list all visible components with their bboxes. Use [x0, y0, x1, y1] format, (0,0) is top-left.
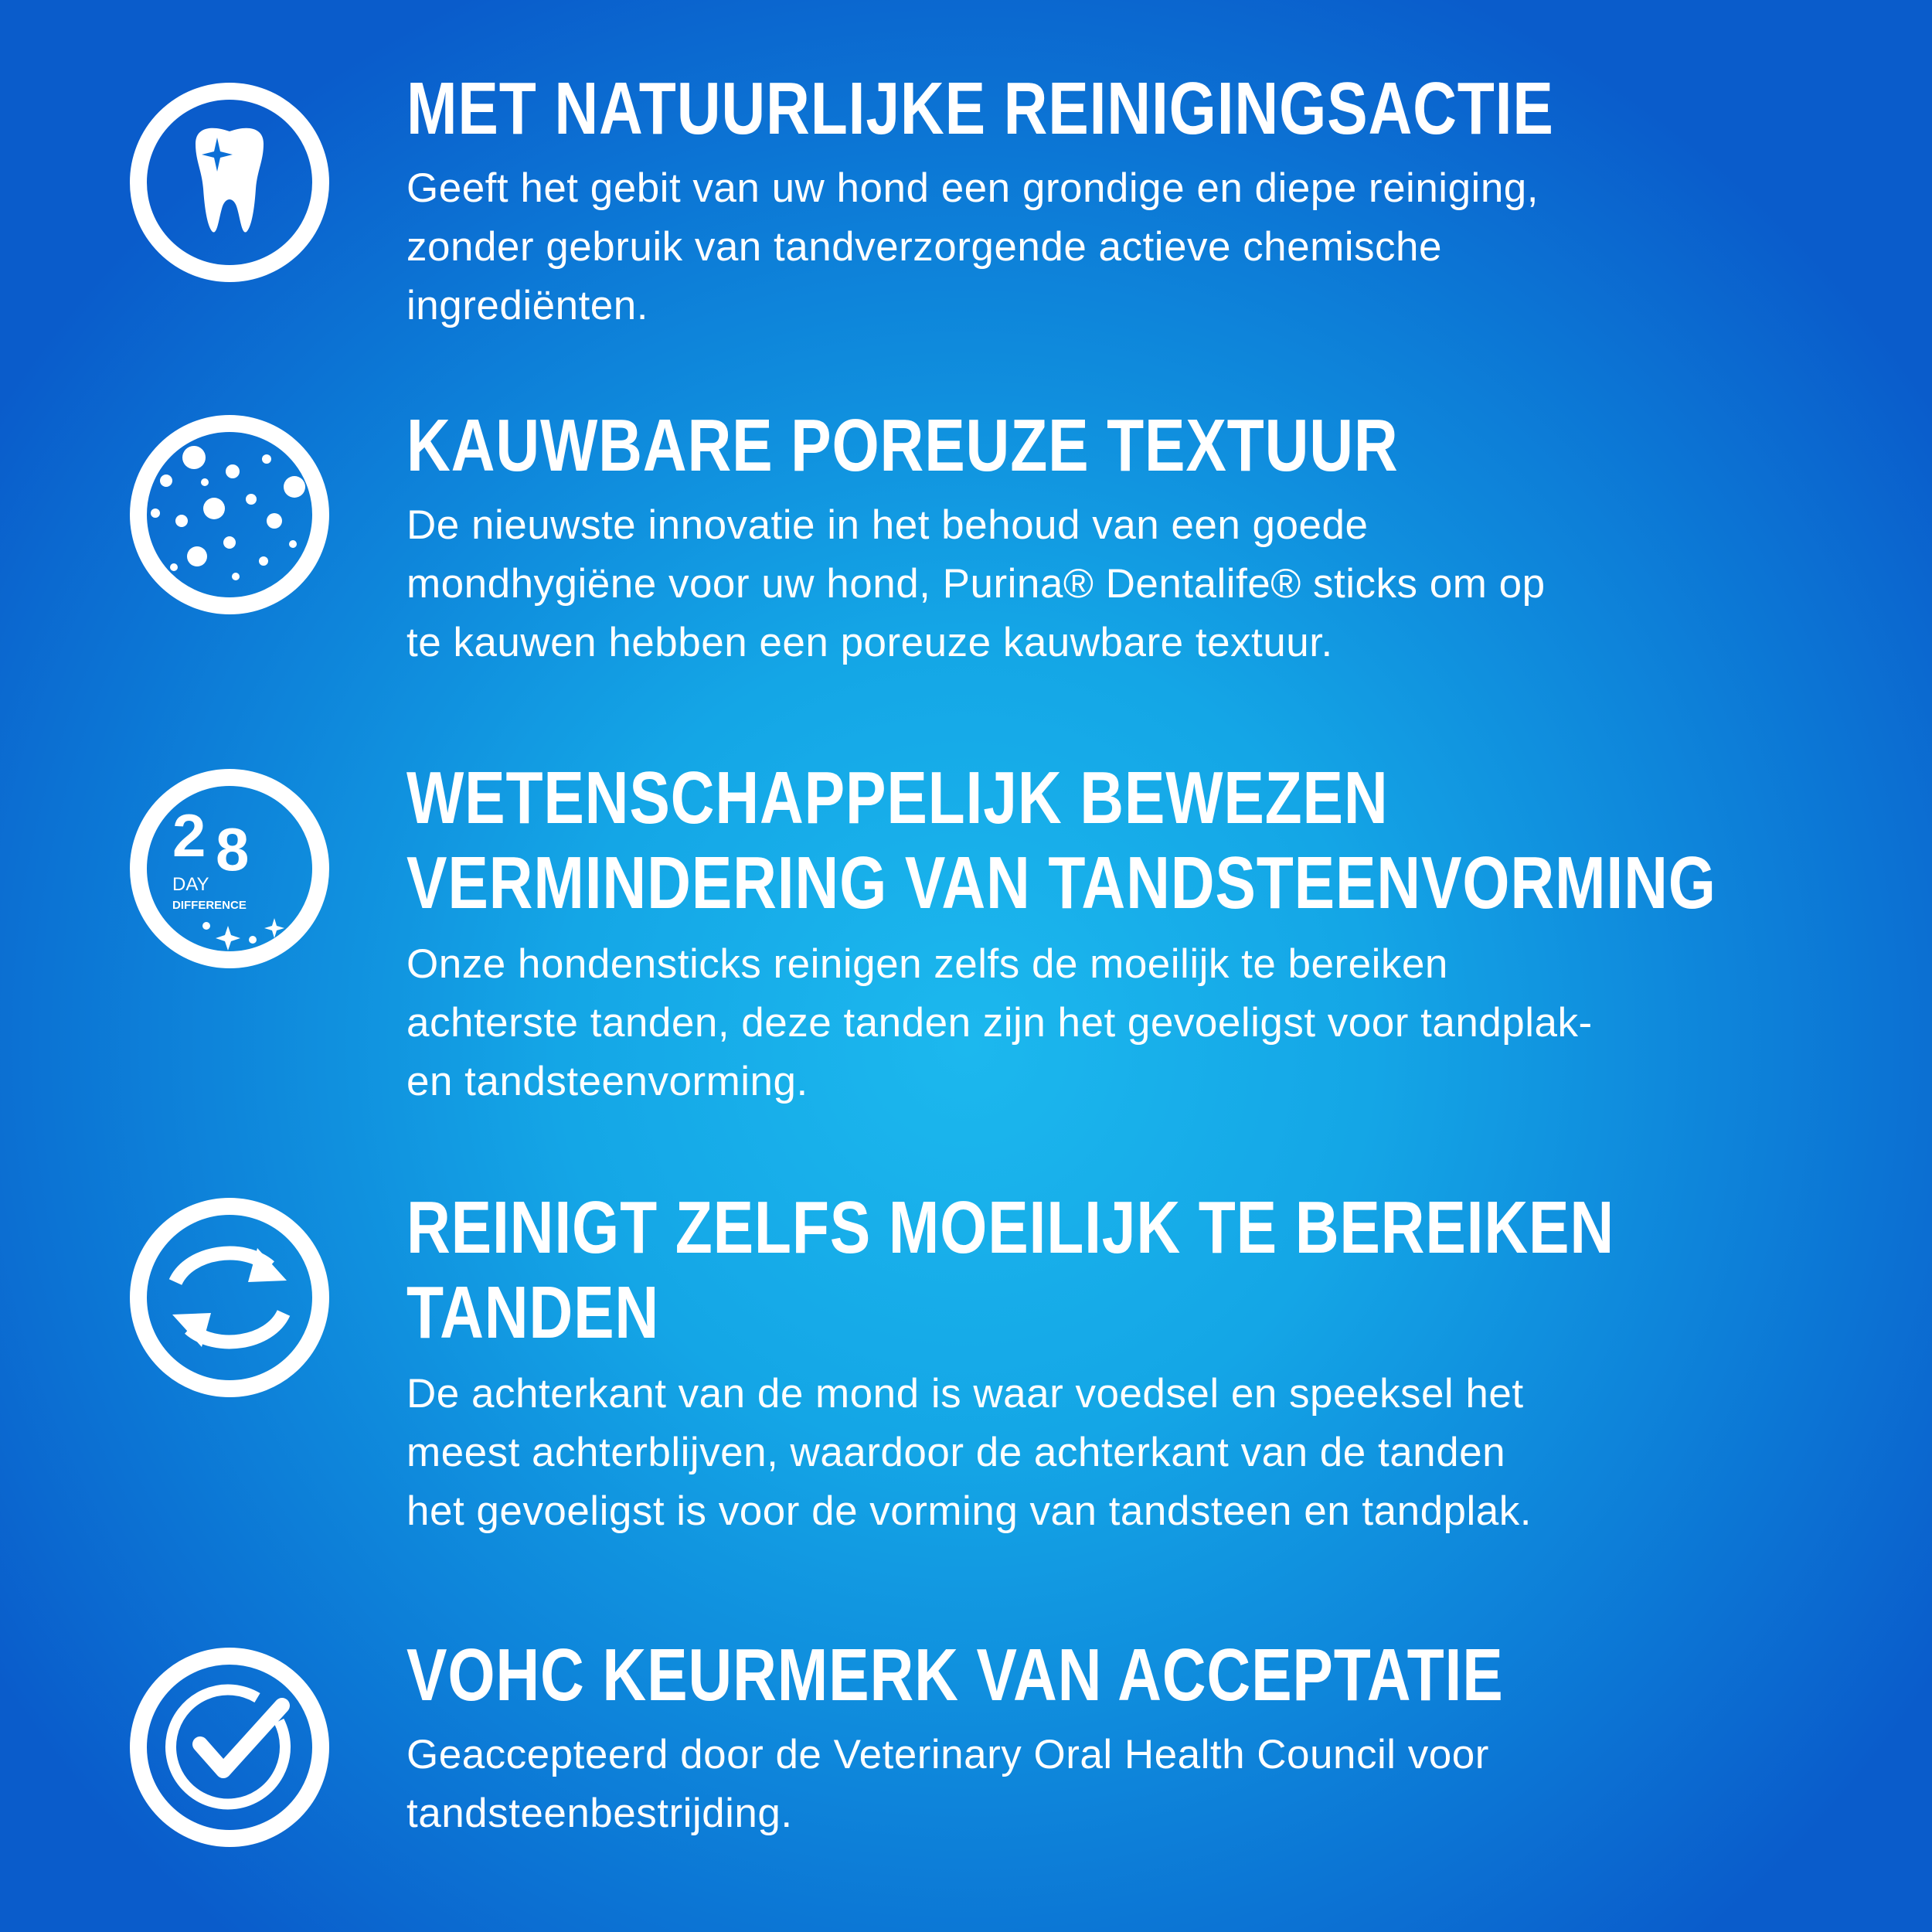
- 28-day-difference-icon: [128, 767, 332, 971]
- feature-body-line: tandsteenbestrijding.: [406, 1791, 793, 1836]
- tooth-sparkle-icon: [128, 80, 332, 284]
- feature-body-line: het gevoeligst is voor de vorming van tandsteen en tandplak.: [406, 1488, 1532, 1534]
- feature-title: VOHC KEURMERK VAN ACCEPTATIE: [406, 1634, 1504, 1716]
- feature-scientifically-proven: [406, 756, 1875, 1111]
- checkmark-seal-icon: [128, 1645, 332, 1849]
- feature-title: MET NATUURLIJKE REINIGINGSACTIE: [406, 67, 1554, 150]
- feature-title: REINIGT ZELFS MOEILIJK TE BEREIKEN: [406, 1186, 1615, 1269]
- feature-body-line: zonder gebruik van tandverzorgende actieve chemische: [406, 224, 1443, 270]
- feature-body-line: De nieuwste innovatie in het behoud van een goede: [406, 502, 1369, 548]
- feature-title: TANDEN: [406, 1271, 660, 1354]
- feature-body-line: mondhygiëne voor uw hond, Purina® Dentalife® sticks om op: [406, 561, 1546, 607]
- feature-body-line: De achterkant van de mond is waar voedsel en speeksel het: [406, 1371, 1524, 1417]
- refresh-arrows-icon: [128, 1196, 332, 1400]
- feature-porous-texture: [406, 403, 1875, 672]
- feature-hard-to-reach: [406, 1185, 1875, 1541]
- badge-number-8: 8: [216, 815, 250, 883]
- feature-vohc-seal: [406, 1633, 1875, 1843]
- feature-body-line: ingrediënten.: [406, 283, 648, 328]
- feature-body-line: en tandsteenvorming.: [406, 1059, 808, 1104]
- feature-body-line: Geeft het gebit van uw hond een grondige en diepe reiniging,: [406, 165, 1539, 211]
- feature-body-line: te kauwen hebben een poreuze kauwbare textuur.: [406, 620, 1333, 665]
- feature-body-line: Geaccepteerd door de Veterinary Oral Health Council voor: [406, 1732, 1489, 1777]
- badge-difference: DIFFERENCE: [172, 899, 247, 912]
- feature-title: KAUWBARE POREUZE TEXTUUR: [406, 404, 1399, 487]
- porous-texture-icon: [128, 413, 332, 617]
- feature-natural-cleaning: [406, 66, 1875, 335]
- feature-title: WETENSCHAPPELIJK BEWEZEN: [406, 757, 1389, 839]
- feature-title: VERMINDERING VAN TANDSTEENVORMING: [406, 842, 1716, 924]
- feature-body-line: achterste tanden, deze tanden zijn het gevoeligst voor tandplak-: [406, 1000, 1593, 1046]
- feature-body-line: meest achterblijven, waardoor de achterkant van de tanden: [406, 1430, 1506, 1475]
- badge-day: DAY: [172, 874, 209, 895]
- badge-number-2: 2: [172, 801, 206, 869]
- feature-body-line: Onze hondensticks reinigen zelfs de moeilijk te bereiken: [406, 941, 1448, 987]
